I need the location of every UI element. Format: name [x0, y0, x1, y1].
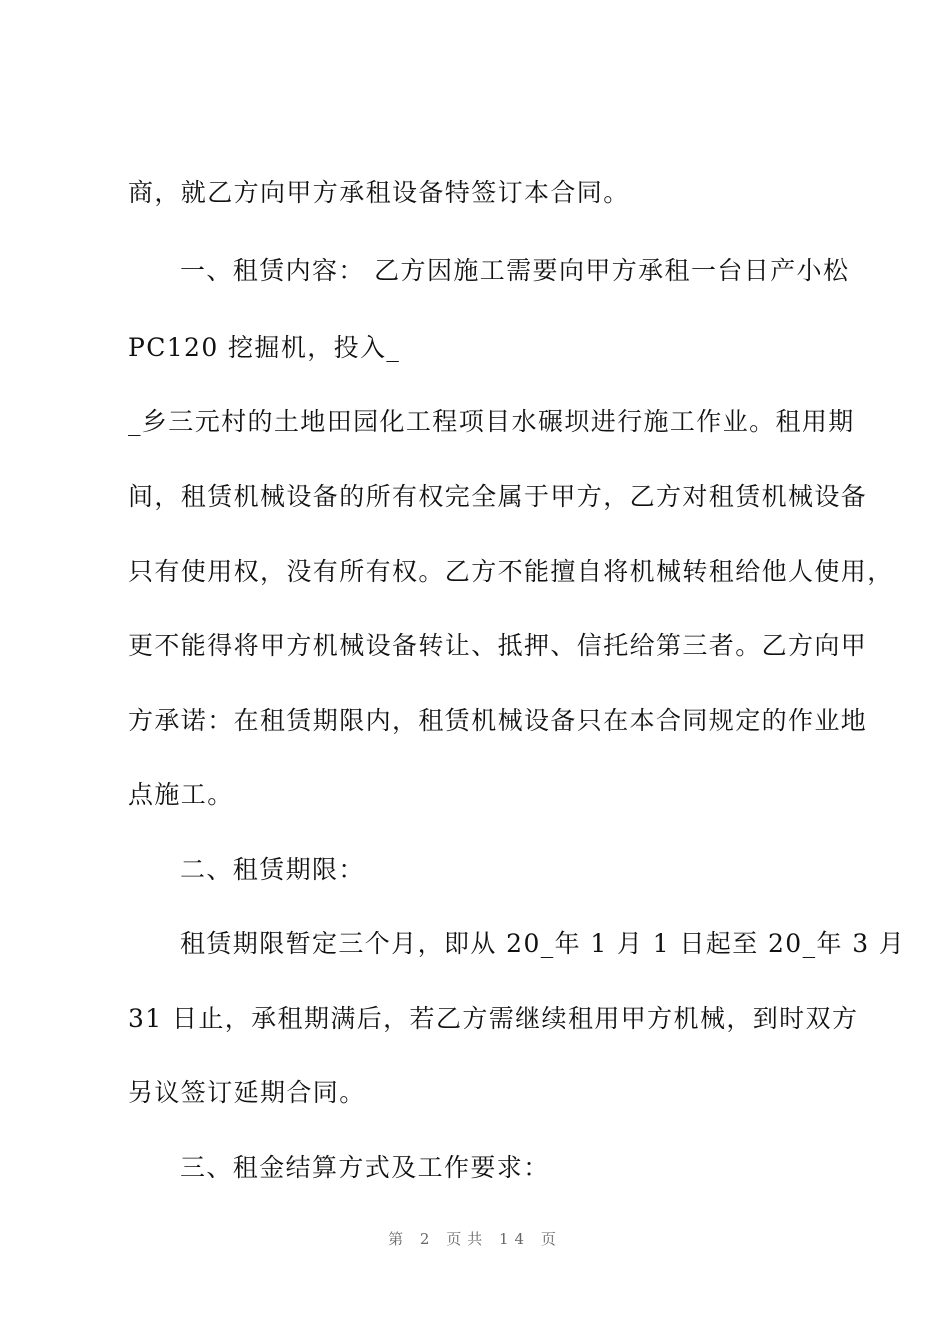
text-line-4: _乡三元村的土地田园化工程项目水碾坝进行施工作业。租用期	[128, 407, 855, 436]
text-line-5: 间，租赁机械设备的所有权完全属于甲方，乙方对租赁机械设备	[128, 482, 868, 511]
text-line-3: PC120 挖掘机，投入_	[128, 333, 401, 362]
section-heading-rent-settlement: 三、租金结算方式及工作要求：	[180, 1153, 550, 1182]
text-line-1: 商，就乙方向甲方承租设备特签订本合同。	[128, 178, 630, 207]
section-heading-lease-term: 二、租赁期限：	[180, 855, 365, 884]
text-line-7: 更不能得将甲方机械设备转让、抵押、信托给第三者。乙方向甲	[128, 631, 868, 660]
text-line-6: 只有使用权，没有所有权。乙方不能擅自将机械转租给他人使用，	[128, 557, 894, 586]
page-number-footer: 第 2 页共 14 页	[388, 1230, 562, 1248]
section-heading-lease-content: 一、租赁内容： 乙方因施工需要向甲方承租一台日产小松	[180, 256, 850, 285]
text-line-11: 租赁期限暂定三个月，即从 20_年 1 月 1 日起至 20_年 3 月	[180, 929, 906, 958]
text-line-9: 点施工。	[128, 780, 234, 809]
text-line-12: 31 日止，承租期满后，若乙方需继续租用甲方机械，到时双方	[128, 1004, 859, 1033]
text-line-13: 另议签订延期合同。	[128, 1078, 366, 1107]
text-line-8: 方承诺：在租赁期限内，租赁机械设备只在本合同规定的作业地	[128, 706, 868, 735]
